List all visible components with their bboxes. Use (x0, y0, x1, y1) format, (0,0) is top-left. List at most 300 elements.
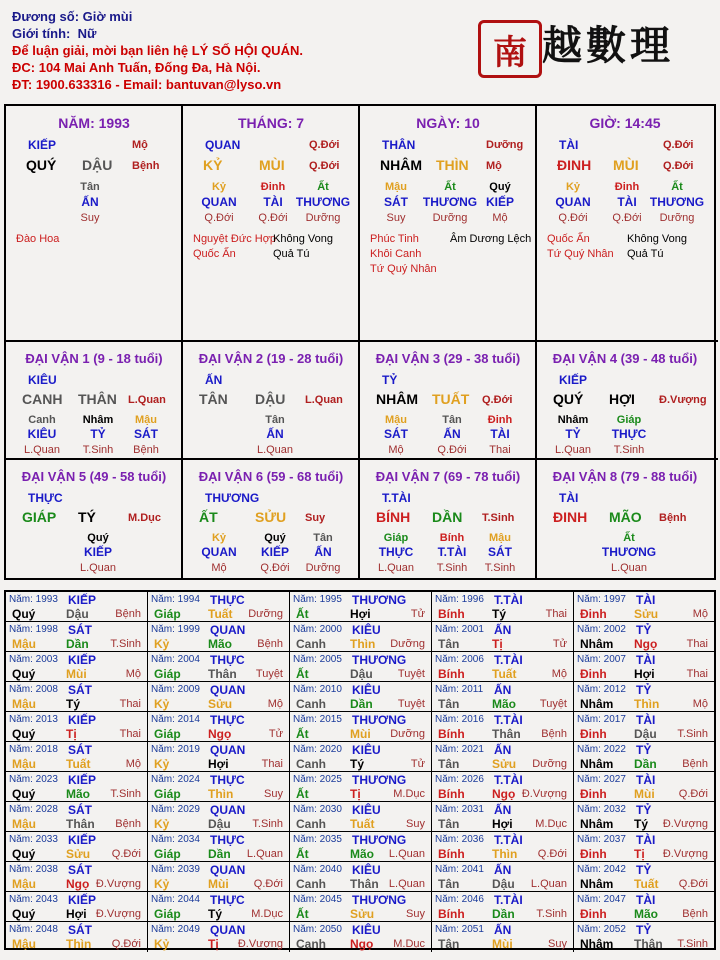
dai-van-ten-god: T.TÀI (382, 491, 411, 505)
dai-van-stem: ẤT (199, 509, 218, 525)
year-stem: Nhâm (580, 877, 614, 891)
year-cell (574, 652, 714, 682)
year-stem: Bính (438, 607, 465, 621)
year-cell (6, 742, 148, 772)
year-ten-god: KIÊU (352, 923, 381, 937)
year-label: Năm: 2006 (435, 654, 484, 665)
year-label: Năm: 2015 (293, 714, 342, 725)
year-cell (148, 622, 290, 652)
year-ten-god: ẤN (494, 683, 512, 697)
year-label: Năm: 2020 (293, 744, 342, 755)
year-branch: Mão (350, 847, 374, 861)
year-cell (574, 772, 714, 802)
header-info (12, 8, 303, 93)
year-ten-god: THƯƠNG (352, 653, 407, 667)
dai-van-hidden-phase: T.Sinh (82, 444, 114, 456)
year-label: Năm: 2023 (9, 774, 58, 785)
year-stem: Quý (12, 607, 36, 621)
hidden-ten-god: THƯƠNG (649, 195, 705, 209)
year-label: Năm: 2014 (151, 714, 200, 725)
year-ten-god: QUAN (210, 683, 246, 697)
year-stem: Canh (296, 877, 326, 891)
year-label: Năm: 2024 (151, 774, 200, 785)
year-phase: Tuyệt (397, 698, 425, 710)
year-ten-god: SÁT (68, 623, 92, 637)
dai-van-branch: TUẤT (432, 391, 470, 407)
year-branch: Tý (350, 757, 365, 771)
year-cell (432, 892, 574, 922)
dai-van-branch: HỢI (609, 391, 635, 407)
year-phase: Suy (548, 938, 567, 950)
star-left: Quốc Ấn (193, 248, 236, 260)
year-ten-god: T.TÀI (494, 773, 523, 787)
year-ten-god: T.TÀI (494, 833, 523, 847)
hidden-phase: Q.Đới (612, 212, 642, 224)
year-cell (6, 862, 148, 892)
dai-van-hidden-phase: T.Sinh (613, 444, 645, 456)
hidden-ten-god: THƯƠNG (295, 195, 351, 209)
dai-van-hidden-god: THƯƠNG (601, 545, 657, 559)
dai-van-5 (6, 460, 183, 578)
year-phase: M.Dục (393, 788, 425, 800)
year-ten-god: TỶ (636, 743, 652, 757)
year-label: Năm: 2018 (9, 744, 58, 755)
year-stem: Kỷ (154, 937, 170, 951)
dai-van-ten-god: ẤN (205, 373, 223, 387)
year-cell (290, 682, 432, 712)
year-cell (574, 862, 714, 892)
dai-van-stem: ĐINH (553, 509, 588, 525)
year-phase: Thai (686, 638, 708, 650)
year-phase: Q.Đới (678, 788, 708, 800)
year-branch: Sửu (350, 907, 375, 921)
dai-van-title: ĐẠI VẬN 8 (79 - 88 tuổi) (552, 469, 698, 484)
year-phase: Suy (406, 818, 425, 830)
year-phase: L.Quan (530, 878, 567, 890)
year-stem: Đinh (580, 667, 607, 681)
year-stem: Giáp (154, 907, 181, 921)
year-label: Năm: 2004 (151, 654, 200, 665)
pillar-branch: DẬU (82, 157, 113, 173)
dai-van-phase: Q.Đới (482, 394, 513, 406)
year-label: Năm: 2025 (293, 774, 342, 785)
dai-van-hidden-god: SÁT (488, 545, 512, 559)
hidden-ten-god: SÁT (384, 195, 408, 209)
dai-van-hidden-god: SÁT (384, 427, 408, 441)
year-label: Năm: 1997 (577, 594, 626, 605)
dai-van-hidden-phase: Q.Đới (437, 444, 467, 456)
year-cell (6, 592, 148, 622)
year-stem: Mậu (12, 817, 36, 831)
hidden-stem: Ất (671, 181, 683, 193)
year-ten-god: THỰC (210, 713, 245, 727)
dai-van-stem: NHÂM (376, 391, 418, 407)
year-branch: Tuất (492, 667, 517, 681)
year-cell (148, 802, 290, 832)
dai-van-hidden-god: KIÊU (27, 427, 57, 441)
year-stem: Tân (438, 757, 460, 771)
dai-van-hidden-god: KIẾP (260, 545, 290, 559)
year-stem: Canh (296, 697, 326, 711)
year-stem: Giáp (154, 847, 181, 861)
year-branch: Sửu (634, 607, 659, 621)
year-label: Năm: 1999 (151, 624, 200, 635)
year-phase: Đ.Vượng (521, 788, 567, 800)
dai-van-hidden-phase: Mộ (211, 562, 227, 574)
year-cell (574, 682, 714, 712)
dai-van-hidden-phase: L.Quan (256, 444, 294, 456)
dai-van-hidden-phase: L.Quan (554, 444, 592, 456)
dai-van-hidden-stem: Quý (87, 532, 109, 544)
hidden-stem: Kỷ (565, 181, 581, 193)
dai-van-phase: Bệnh (659, 512, 687, 524)
year-ten-god: KIÊU (352, 863, 381, 877)
year-stem: Đinh (580, 907, 607, 921)
year-branch: Dần (66, 637, 89, 651)
year-branch: Tị (208, 937, 219, 951)
year-cell (574, 742, 714, 772)
year-cell (148, 922, 290, 952)
year-branch: Thân (350, 877, 379, 891)
dai-van-phase: M.Dục (128, 512, 161, 524)
year-branch: Mùi (66, 667, 87, 681)
year-phase: Bệnh (115, 608, 141, 620)
year-branch: Dần (350, 697, 373, 711)
year-label: Năm: 1994 (151, 594, 200, 605)
year-stem: Bính (438, 907, 465, 921)
year-phase: Mộ (551, 668, 567, 680)
year-branch: Mão (66, 787, 90, 801)
dai-van-branch: TÝ (78, 509, 96, 525)
contact-line: Để luận giải, mời bạn liên hệ LÝ SỐ HỘI QUÁN. (12, 43, 303, 58)
year-ten-god: QUAN (210, 743, 246, 757)
hidden-ten-god: QUAN (555, 195, 591, 209)
year-label: Năm: 2035 (293, 834, 342, 845)
year-cell (290, 592, 432, 622)
year-stem: Ất (296, 907, 309, 921)
pillar-title: NGÀY: 10 (416, 115, 480, 131)
dai-van-hidden-god: TỶ (565, 427, 581, 441)
dai-van-hidden-stem: Giáp (616, 414, 642, 426)
year-ten-god: THƯƠNG (352, 833, 407, 847)
year-phase: Thai (686, 668, 708, 680)
year-stem: Quý (12, 727, 36, 741)
year-cell (432, 712, 574, 742)
year-branch: Sửu (208, 697, 233, 711)
dai-van-hidden-phase: T.Sinh (436, 562, 468, 574)
hidden-ten-god: THƯƠNG (422, 195, 478, 209)
dai-van-hidden-god: SÁT (134, 427, 158, 441)
year-stem: Giáp (154, 607, 181, 621)
year-stem: Ất (296, 727, 309, 741)
dai-van-hidden-phase: L.Quan (377, 562, 415, 574)
dai-van-hidden-god: THỰC (611, 427, 647, 441)
year-phase: M.Dục (393, 938, 425, 950)
year-phase: M.Dục (535, 818, 567, 830)
year-stem: Mậu (12, 637, 36, 651)
pillar-stem: ĐINH (557, 157, 592, 173)
dai-van-hidden-stem: Tân (313, 532, 333, 544)
year-label: Năm: 2037 (577, 834, 626, 845)
year-cell (148, 742, 290, 772)
year-label: Năm: 2022 (577, 744, 626, 755)
year-phase: Bệnh (682, 908, 708, 920)
yearly-grid (4, 590, 716, 950)
year-ten-god: TỶ (636, 623, 652, 637)
year-stem: Nhâm (580, 757, 614, 771)
year-stem: Bính (438, 787, 465, 801)
year-label: Năm: 2030 (293, 804, 342, 815)
year-cell (290, 802, 432, 832)
dai-van-hidden-stem: Mậu (489, 532, 511, 544)
dai-van-6 (183, 460, 360, 578)
hidden-phase: Suy (80, 212, 100, 224)
dai-van-stem: QUÝ (553, 391, 584, 407)
year-cell (290, 742, 432, 772)
year-branch: Mão (634, 907, 658, 921)
year-label: Năm: 2012 (577, 684, 626, 695)
year-cell (290, 652, 432, 682)
phone-email-line: ĐT: 1900.633316 - Email: bantuvan@lyso.vn (12, 77, 282, 92)
year-phase: L.Quan (388, 878, 425, 890)
year-label: Năm: 2017 (577, 714, 626, 725)
year-phase: Q.Đới (678, 878, 708, 890)
year-ten-god: TỶ (636, 863, 652, 877)
year-branch: Ngọ (66, 877, 90, 891)
year-phase: Đ.Vượng (95, 908, 141, 920)
year-cell (148, 862, 290, 892)
year-ten-god: KIẾP (68, 893, 97, 907)
year-stem: Quý (12, 907, 36, 921)
dai-van-stem: BÍNH (376, 509, 411, 525)
owner-line: Đương số: Giờ mùi (12, 9, 133, 24)
pillar-branch: MÙI (613, 157, 639, 173)
brand-logo: 越數理 (542, 22, 674, 69)
year-phase: Đ.Vượng (662, 848, 708, 860)
star-left: Tứ Quý Nhân (547, 248, 614, 260)
pillar-ten-god: QUAN (205, 138, 241, 152)
year-stem: Bính (438, 847, 465, 861)
dai-van-hidden-god: TỶ (90, 427, 106, 441)
dai-van-hidden-stem: Bính (439, 532, 465, 544)
year-ten-god: KIÊU (352, 623, 381, 637)
year-branch: Mùi (350, 727, 371, 741)
year-branch: Ngọ (208, 727, 232, 741)
pillar-phase-top: Mộ (132, 139, 148, 151)
year-stem: Giáp (154, 787, 181, 801)
year-ten-god: T.TÀI (494, 893, 523, 907)
dai-van-4 (537, 342, 718, 460)
hidden-stem: Ất (317, 181, 329, 193)
dai-van-hidden-god: QUAN (201, 545, 237, 559)
dai-van-hidden-stem: Đinh (487, 414, 513, 426)
year-label: Năm: 2010 (293, 684, 342, 695)
year-stem: Canh (296, 937, 326, 951)
pillar-title: THÁNG: 7 (237, 115, 305, 131)
year-ten-god: THỰC (210, 653, 245, 667)
year-stem: Đinh (580, 847, 607, 861)
hidden-ten-god: ẤN (81, 195, 99, 209)
star-left: Quốc Ấn (547, 233, 590, 245)
year-label: Năm: 2032 (577, 804, 626, 815)
dai-van-1 (6, 342, 183, 460)
dai-van-phase: Suy (305, 512, 326, 524)
year-label: Năm: 2008 (9, 684, 58, 695)
hidden-phase: Suy (386, 212, 406, 224)
year-ten-god: TỶ (636, 803, 652, 817)
hidden-ten-god: TÀI (263, 195, 283, 209)
year-branch: Mùi (208, 877, 229, 891)
dai-van-title: ĐẠI VẬN 6 (59 - 68 tuổi) (198, 469, 344, 484)
year-label: Năm: 2052 (577, 924, 626, 935)
year-stem: Nhâm (580, 937, 614, 951)
year-branch: Tị (492, 637, 503, 651)
year-branch: Dần (208, 847, 231, 861)
dai-van-title: ĐẠI VẬN 4 (39 - 48 tuổi) (552, 351, 698, 366)
year-cell (574, 622, 714, 652)
year-label: Năm: 2005 (293, 654, 342, 665)
year-cell (432, 622, 574, 652)
hidden-stem: Ất (444, 181, 456, 193)
dai-van-hidden-stem: Mậu (135, 414, 157, 426)
year-stem: Mậu (12, 757, 36, 771)
year-cell (148, 892, 290, 922)
year-branch: Dậu (492, 877, 515, 891)
dai-van-hidden-stem: Tân (265, 414, 285, 426)
year-stem: Đinh (580, 727, 607, 741)
year-cell (6, 682, 148, 712)
year-ten-god: KIẾP (68, 773, 97, 787)
year-branch: Tuất (634, 877, 659, 891)
hidden-phase: Q.Đới (558, 212, 588, 224)
year-ten-god: TÀI (636, 593, 656, 607)
dai-van-title: ĐẠI VẬN 2 (19 - 28 tuổi) (198, 351, 344, 366)
dai-van-hidden-god: ẤN (443, 427, 461, 441)
year-label: Năm: 2050 (293, 924, 342, 935)
dai-van-hidden-phase: L.Quan (23, 444, 61, 456)
year-stem: Giáp (154, 667, 181, 681)
year-label: Năm: 2033 (9, 834, 58, 845)
dai-van-hidden-god: T.TÀI (437, 545, 467, 559)
year-branch: Hợi (634, 667, 655, 681)
year-phase: Bệnh (115, 818, 141, 830)
pillar-title: GIỜ: 14:45 (589, 115, 661, 131)
dai-van-hidden-stem: Canh (28, 414, 56, 426)
year-stem: Canh (296, 817, 326, 831)
year-phase: Mộ (267, 698, 283, 710)
year-stem: Canh (296, 757, 326, 771)
year-stem: Quý (12, 787, 36, 801)
year-stem: Ất (296, 667, 309, 681)
dai-van-hidden-stem: Nhâm (557, 414, 589, 426)
dai-van-hidden-phase: Q.Đới (260, 562, 290, 574)
year-stem: Ất (296, 607, 309, 621)
year-phase: Mộ (692, 608, 708, 620)
year-ten-god: KIẾP (68, 713, 97, 727)
star-right: Quả Tú (627, 248, 664, 260)
year-ten-god: THƯƠNG (352, 773, 407, 787)
year-ten-god: KIẾP (68, 833, 97, 847)
dai-van-7 (360, 460, 537, 578)
year-branch: Mùi (634, 787, 655, 801)
year-cell (290, 862, 432, 892)
year-stem: Đinh (580, 787, 607, 801)
hidden-stem: Đinh (614, 181, 640, 193)
year-branch: Dần (634, 757, 657, 771)
hidden-ten-god: TÀI (617, 195, 637, 209)
year-branch: Dậu (350, 667, 373, 681)
dai-van-hidden-stem: Quý (264, 532, 286, 544)
year-label: Năm: 2003 (9, 654, 58, 665)
year-label: Năm: 2009 (151, 684, 200, 695)
year-cell (432, 802, 574, 832)
dai-van-hidden-phase: Mộ (388, 444, 404, 456)
year-label: Năm: 2011 (435, 684, 484, 695)
pillar-title: NĂM: 1993 (58, 115, 130, 131)
dai-van-stem: GIÁP (22, 509, 57, 525)
year-phase: Tuyệt (255, 668, 283, 680)
dai-van-branch: DẦN (432, 509, 463, 525)
year-stem: Quý (12, 847, 36, 861)
dai-van-hidden-stem: Ất (623, 532, 635, 544)
year-phase: Mộ (692, 698, 708, 710)
hidden-phase: Dưỡng (305, 212, 341, 224)
hidden-stem: Tân (80, 181, 100, 193)
year-label: Năm: 2026 (435, 774, 484, 785)
star-left: Khôi Canh (370, 248, 422, 260)
year-phase: T.Sinh (677, 728, 708, 740)
dai-van-hidden-god: THỰC (378, 545, 414, 559)
year-branch: Thìn (634, 697, 660, 711)
year-cell (6, 652, 148, 682)
year-branch: Thân (66, 817, 95, 831)
year-branch: Tý (492, 607, 507, 621)
year-label: Năm: 2034 (151, 834, 200, 845)
dai-van-ten-god: THỰC (28, 491, 63, 505)
year-label: Năm: 2045 (293, 894, 342, 905)
year-label: Năm: 2047 (577, 894, 626, 905)
year-ten-god: SÁT (68, 923, 92, 937)
pillar-phase: Q.Đới (663, 160, 694, 172)
year-phase: Đ.Vượng (237, 938, 283, 950)
year-ten-god: TÀI (636, 833, 656, 847)
year-branch: Thìn (66, 937, 92, 951)
dai-van-stem: TÂN (199, 391, 228, 407)
year-label: Năm: 2042 (577, 864, 626, 875)
pillar-branch: THÌN (436, 157, 469, 173)
year-ten-god: TÀI (636, 713, 656, 727)
year-label: Năm: 2040 (293, 864, 342, 875)
year-branch: Hợi (492, 817, 513, 831)
year-label: Năm: 2019 (151, 744, 200, 755)
year-label: Năm: 2021 (435, 744, 484, 755)
year-label: Năm: 2048 (9, 924, 58, 935)
dai-van-ten-god: TỶ (382, 373, 398, 387)
year-cell (148, 652, 290, 682)
year-ten-god: T.TÀI (494, 653, 523, 667)
year-phase: T.Sinh (677, 938, 708, 950)
year-cell (148, 832, 290, 862)
year-ten-god: THƯƠNG (352, 713, 407, 727)
dai-van-branch: DẬU (255, 391, 286, 407)
year-branch: Ngọ (350, 937, 374, 951)
year-ten-god: SÁT (68, 863, 92, 877)
year-branch: Tý (208, 907, 223, 921)
dai-van-title: ĐẠI VẬN 5 (49 - 58 tuổi) (21, 469, 167, 484)
year-label: Năm: 1998 (9, 624, 58, 635)
year-phase: Bệnh (541, 728, 567, 740)
year-stem: Quý (12, 667, 36, 681)
